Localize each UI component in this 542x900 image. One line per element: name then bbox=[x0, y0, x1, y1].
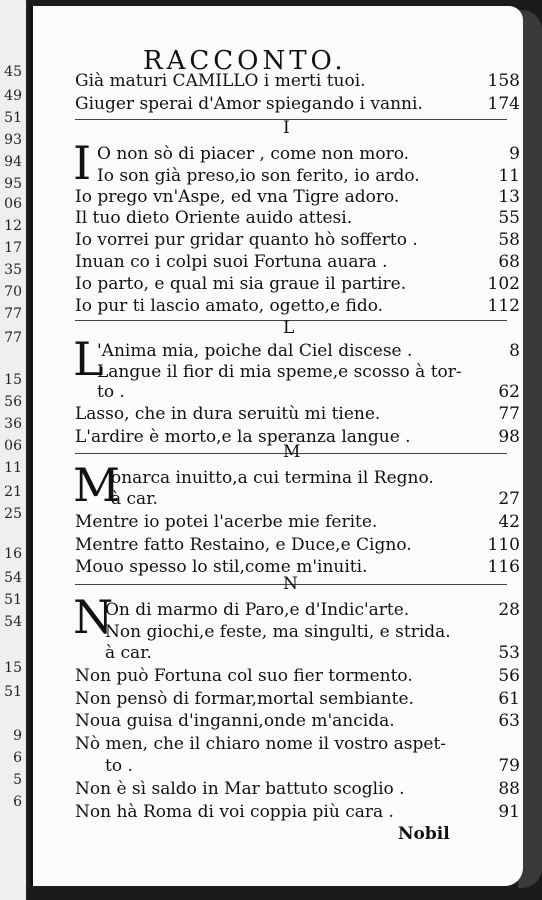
entry-text: 'Anima mia, poiche dal Ciel discese . bbox=[97, 341, 413, 361]
entry-page: 88 bbox=[498, 779, 520, 799]
margin-number: 25 bbox=[4, 506, 22, 522]
entry-page: 63 bbox=[498, 711, 520, 731]
index-entry bbox=[75, 734, 520, 756]
entry-text: à car. bbox=[105, 643, 152, 663]
margin-number: 51 bbox=[4, 684, 22, 700]
index-entry bbox=[75, 643, 520, 665]
entry-text: Giuger sperai d'Amor spiegando i vanni. bbox=[75, 94, 423, 114]
margin-number: 17 bbox=[4, 240, 22, 256]
entry-text: Mentre fatto Restaino, e Duce,e Cigno. bbox=[75, 535, 412, 555]
page-title: RACCONTO. bbox=[143, 46, 347, 76]
entry-page: 110 bbox=[487, 535, 520, 555]
margin-number: 56 bbox=[4, 394, 22, 410]
entry-text: Mouo spesso lo stil,come m'inuiti. bbox=[75, 557, 368, 577]
entry-page: 11 bbox=[498, 166, 520, 186]
margin-number: 16 bbox=[4, 546, 22, 562]
entry-page: 98 bbox=[498, 427, 520, 447]
margin-number: 77 bbox=[4, 306, 22, 322]
margin-number: 95 bbox=[4, 176, 22, 192]
entry-text: Non giochi,e feste, ma singulti, e strida. bbox=[105, 622, 451, 642]
entry-page: 112 bbox=[487, 296, 520, 316]
entry-page: 79 bbox=[498, 756, 520, 776]
margin-number: 94 bbox=[4, 154, 22, 170]
index-entry bbox=[75, 166, 520, 188]
margin-number: 15 bbox=[4, 372, 22, 388]
entry-page: 55 bbox=[498, 208, 520, 228]
margin-number: 9 bbox=[13, 728, 22, 744]
margin-number: 6 bbox=[13, 750, 22, 766]
index-entry bbox=[75, 274, 520, 296]
entry-text: Io son già preso,io son ferito, io ardo. bbox=[97, 166, 420, 186]
index-entry bbox=[75, 144, 520, 166]
entry-text: Mentre io potei l'acerbe mie ferite. bbox=[75, 512, 378, 532]
entry-page: 61 bbox=[498, 689, 520, 709]
margin-number: 06 bbox=[4, 438, 22, 454]
index-entry bbox=[75, 341, 520, 363]
index-entry bbox=[75, 666, 520, 688]
left-page-edge bbox=[0, 0, 28, 900]
margin-number: 12 bbox=[4, 218, 22, 234]
entry-text: Io vorrei pur gridar quanto hò sofferto . bbox=[75, 230, 418, 250]
entry-text: Non pensò di formar,mortal sembiante. bbox=[75, 689, 414, 709]
index-entry bbox=[75, 404, 520, 426]
drop-capital-i: I bbox=[73, 136, 92, 190]
entry-page: 77 bbox=[498, 404, 520, 424]
entry-text: Non può Fortuna col suo fier tormento. bbox=[75, 666, 413, 686]
entry-text: onarca inuitto,a cui termina il Regno. bbox=[111, 468, 434, 488]
margin-number: 21 bbox=[4, 484, 22, 500]
index-entry bbox=[75, 94, 520, 116]
drop-capital-n: N bbox=[73, 590, 114, 644]
index-entry bbox=[75, 382, 520, 404]
entry-text: Già maturi CAMILLO i merti tuoi. bbox=[75, 71, 366, 91]
entry-text: to . bbox=[105, 756, 133, 776]
margin-number: 54 bbox=[4, 614, 22, 630]
catchword: Nobil bbox=[398, 824, 450, 844]
index-entry bbox=[75, 468, 520, 490]
entry-page: 174 bbox=[487, 94, 520, 114]
margin-number: 51 bbox=[4, 592, 22, 608]
entry-text: Non hà Roma di voi coppia più cara . bbox=[75, 802, 394, 822]
margin-number: 36 bbox=[4, 416, 22, 432]
entry-page: 8 bbox=[509, 341, 520, 361]
margin-number: 11 bbox=[4, 460, 22, 476]
entry-text: Io pur ti lascio amato, ogetto,e fido. bbox=[75, 296, 384, 316]
entry-text: On di marmo di Paro,e d'Indic'arte. bbox=[105, 600, 410, 620]
margin-number: 06 bbox=[4, 196, 22, 212]
margin-number: 15 bbox=[4, 660, 22, 676]
index-entry bbox=[75, 622, 520, 644]
entry-text: à car. bbox=[111, 489, 158, 509]
entry-text: L'ardire è morto,e la speranza langue . bbox=[75, 427, 411, 447]
index-entry bbox=[75, 600, 520, 622]
entry-page: 62 bbox=[498, 382, 520, 402]
index-entry bbox=[75, 512, 520, 534]
index-page bbox=[30, 6, 523, 886]
index-entry bbox=[75, 535, 520, 557]
entry-page: 9 bbox=[509, 144, 520, 164]
entry-page: 13 bbox=[498, 187, 520, 207]
entry-text: Il tuo dieto Oriente auido attesi. bbox=[75, 208, 353, 228]
index-entry bbox=[75, 489, 520, 511]
index-entry bbox=[75, 711, 520, 733]
section-letter-m: M bbox=[283, 442, 301, 462]
entry-text: Lasso, che in dura seruitù mi tiene. bbox=[75, 404, 381, 424]
entry-page: 56 bbox=[498, 666, 520, 686]
entry-text: Non è sì saldo in Mar battuto scoglio . bbox=[75, 779, 405, 799]
index-entry bbox=[75, 756, 520, 778]
entry-page: 91 bbox=[498, 802, 520, 822]
index-entry bbox=[75, 230, 520, 252]
section-letter-l: L bbox=[283, 318, 295, 338]
margin-number: 70 bbox=[4, 284, 22, 300]
margin-number: 35 bbox=[4, 262, 22, 278]
margin-number: 6 bbox=[13, 794, 22, 810]
section-divider bbox=[75, 119, 507, 120]
entry-text: Langue il fior di mia speme,e scosso à tor- bbox=[97, 362, 462, 382]
section-letter-i: I bbox=[283, 118, 290, 138]
margin-number: 93 bbox=[4, 132, 22, 148]
entry-page: 116 bbox=[487, 557, 520, 577]
margin-number: 49 bbox=[4, 88, 22, 104]
entry-page: 53 bbox=[498, 643, 520, 663]
margin-number: 77 bbox=[4, 330, 22, 346]
section-letter-n: N bbox=[283, 574, 298, 594]
index-entry bbox=[75, 187, 520, 209]
entry-page: 28 bbox=[498, 600, 520, 620]
index-entry bbox=[75, 252, 520, 274]
index-entry bbox=[75, 779, 520, 801]
entry-text: Nò men, che il chiaro nome il vostro aspet- bbox=[75, 734, 447, 754]
index-entry bbox=[75, 296, 520, 318]
index-entry bbox=[75, 689, 520, 711]
margin-number: 45 bbox=[4, 64, 22, 80]
entry-text: Noua guisa d'inganni,onde m'ancida. bbox=[75, 711, 395, 731]
entry-text: O non sò di piacer , come non moro. bbox=[97, 144, 410, 164]
index-entry bbox=[75, 362, 520, 384]
index-entry bbox=[75, 208, 520, 230]
drop-capital-m: M bbox=[73, 458, 121, 512]
margin-number: 5 bbox=[13, 772, 22, 788]
margin-number: 51 bbox=[4, 110, 22, 126]
entry-text: Io prego vn'Aspe, ed vna Tigre adoro. bbox=[75, 187, 400, 207]
index-entry bbox=[75, 802, 520, 824]
margin-number: 54 bbox=[4, 570, 22, 586]
entry-text: Inuan co i colpi suoi Fortuna auara . bbox=[75, 252, 388, 272]
entry-text: to . bbox=[97, 382, 125, 402]
entry-page: 58 bbox=[498, 230, 520, 250]
entry-page: 102 bbox=[487, 274, 520, 294]
entry-page: 42 bbox=[498, 512, 520, 532]
entry-page: 68 bbox=[498, 252, 520, 272]
drop-capital-l: L bbox=[73, 332, 104, 386]
entry-page: 158 bbox=[487, 71, 520, 91]
index-entry bbox=[75, 71, 520, 93]
entry-text: Io parto, e qual mi sia graue il partire. bbox=[75, 274, 407, 294]
entry-page: 27 bbox=[498, 489, 520, 509]
